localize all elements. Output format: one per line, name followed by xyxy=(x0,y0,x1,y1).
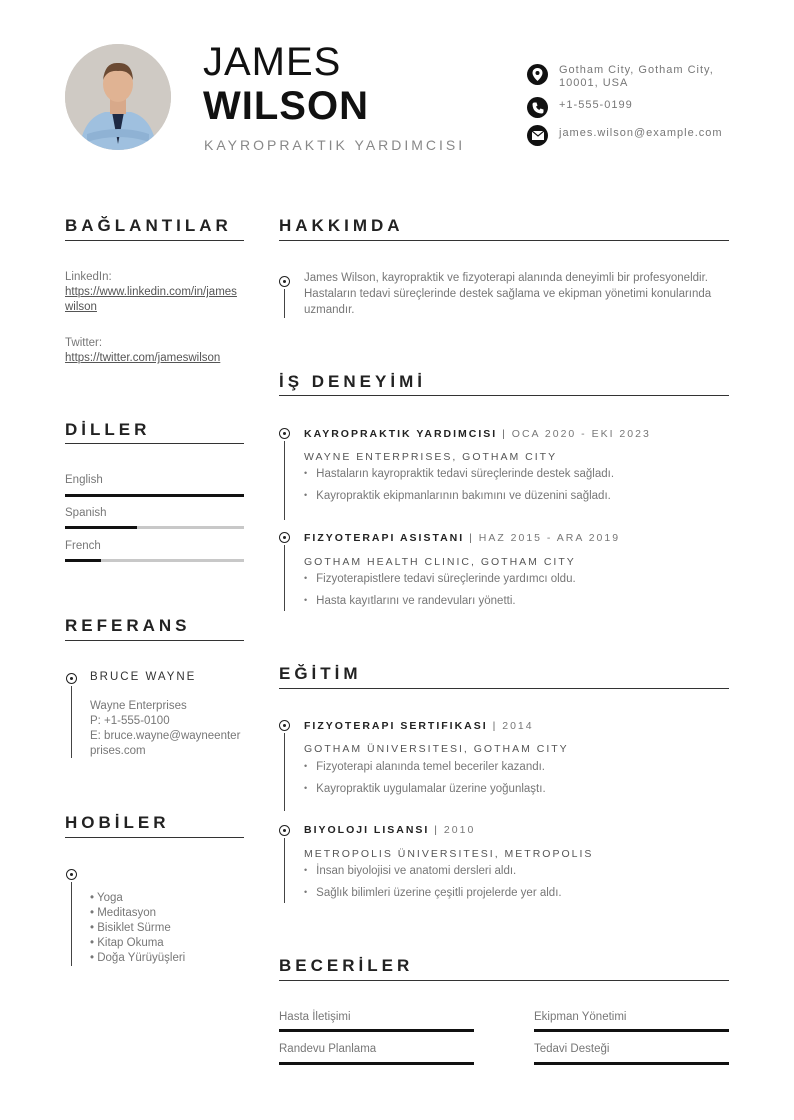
reference-email: E: bruce.wayne@wayneenterprises.com xyxy=(90,730,241,757)
education-title: EĞİTİM xyxy=(279,664,362,683)
education-heading xyxy=(304,720,534,732)
connections-title: BAĞLANTILAR xyxy=(65,216,232,235)
phone-text: +1-555-0199 xyxy=(559,99,633,111)
linkedin-label: LinkedIn: xyxy=(65,271,112,283)
contact-email xyxy=(527,125,739,146)
education-year: 2014 xyxy=(502,720,534,732)
skill-name: Tedavi Desteği xyxy=(534,1043,610,1055)
skill-bar xyxy=(534,1029,729,1032)
language-name: French xyxy=(65,540,101,552)
about-title: HAKKIMDA xyxy=(279,216,404,235)
hobby-item: • Kitap Okuma xyxy=(90,937,164,949)
first-name: JAMES xyxy=(203,40,342,84)
separator: | xyxy=(497,428,512,440)
experience-rule xyxy=(279,395,729,396)
reference-name: BRUCE WAYNE xyxy=(90,671,197,683)
job-heading xyxy=(304,428,651,440)
experience-title: İŞ DENEYİMİ xyxy=(279,372,426,391)
last-name: WILSON xyxy=(203,84,369,128)
reference-company: Wayne Enterprises xyxy=(90,700,187,712)
phone-icon xyxy=(527,97,548,118)
language-bar xyxy=(65,494,244,497)
timeline-dot xyxy=(279,825,290,836)
contact-phone xyxy=(527,97,739,118)
timeline-line xyxy=(284,733,285,811)
location-pin-icon xyxy=(527,64,548,85)
timeline-dot xyxy=(279,532,290,543)
skills-title: BECERİLER xyxy=(279,956,414,975)
about-rule xyxy=(279,240,729,241)
skill-name: Ekipman Yönetimi xyxy=(534,1011,627,1023)
timeline-dot xyxy=(66,869,77,880)
education-degree: BIYOLOJI LISANSI xyxy=(304,824,430,836)
job-company: GOTHAM HEALTH CLINIC, GOTHAM CITY xyxy=(304,556,576,568)
hobbies-title: HOBİLER xyxy=(65,813,170,832)
skill-name: Hasta İletişimi xyxy=(279,1011,351,1023)
job-bullet: • Hasta kayıtlarını ve randevuları yönetti. xyxy=(304,595,516,607)
education-school: GOTHAM ÜNIVERSITESI, GOTHAM CITY xyxy=(304,743,569,755)
email-text: james.wilson@example.com xyxy=(559,127,723,139)
twitter-link[interactable]: https://twitter.com/jameswilson xyxy=(65,352,221,364)
job-role: KAYROPRAKTIK YARDIMCISI xyxy=(304,428,498,440)
language-bar xyxy=(65,559,244,562)
job-heading xyxy=(304,532,620,544)
hobbies-rule xyxy=(65,837,244,838)
timeline-line xyxy=(71,882,72,966)
skill-bar xyxy=(534,1062,729,1065)
language-bar-fill xyxy=(65,494,244,497)
education-bullet: • Sağlık bilimleri üzerine çeşitli projelerde yer aldı. xyxy=(304,887,562,899)
timeline-line xyxy=(284,289,285,318)
job-company: WAYNE ENTERPRISES, GOTHAM CITY xyxy=(304,451,558,463)
skill-bar xyxy=(279,1062,474,1065)
timeline-dot xyxy=(279,720,290,731)
job-dates: OCA 2020 - EKI 2023 xyxy=(511,428,651,440)
about-text: James Wilson, kayropraktik ve fizyoterapi alanında deneyimli bir profesyoneldir. Hastaların tedavi süreçlerinde destek sağlama ve ekipman yönetimi konularında uzmandır. xyxy=(304,272,712,316)
job-role: FIZYOTERAPI ASISTANI xyxy=(304,532,465,544)
timeline-dot xyxy=(279,428,290,439)
timeline-line xyxy=(284,838,285,903)
address-text: Gotham City, Gotham City, 10001, USA xyxy=(559,64,714,89)
timeline-line xyxy=(71,686,72,758)
hobby-item: • Meditasyon xyxy=(90,907,157,919)
hobby-item: • Bisiklet Sürme xyxy=(90,922,171,934)
education-bullet: • Fizyoterapi alanında temel beceriler kazandı. xyxy=(304,761,545,773)
language-bar-fill xyxy=(65,526,137,529)
job-dates: HAZ 2015 - ARA 2019 xyxy=(478,532,621,544)
job-bullet: • Fizyoterapistlere tedavi süreçlerinde yardımcı oldu. xyxy=(304,573,576,585)
job-bullet: • Kayropraktik ekipmanlarının bakımını ve düzenini sağladı. xyxy=(304,490,611,502)
separator: | xyxy=(429,824,444,836)
languages-title: DİLLER xyxy=(65,420,151,439)
language-name: Spanish xyxy=(65,507,107,519)
education-heading xyxy=(304,824,475,836)
timeline-line xyxy=(284,545,285,611)
hobby-item: • Doğa Yürüyüşleri xyxy=(90,952,186,964)
connections-rule xyxy=(65,240,244,241)
language-bar xyxy=(65,526,244,529)
timeline-dot xyxy=(66,673,77,684)
linkedin-link[interactable]: https://www.linkedin.com/in/jameswilson xyxy=(65,286,237,313)
skills-rule xyxy=(279,980,729,981)
twitter-label: Twitter: xyxy=(65,337,103,349)
references-rule xyxy=(65,640,244,641)
references-title: REFERANS xyxy=(65,616,191,635)
skill-name: Randevu Planlama xyxy=(279,1043,377,1055)
skill-bar xyxy=(279,1029,474,1032)
language-name: English xyxy=(65,474,103,486)
contact-address xyxy=(527,64,739,90)
education-school: METROPOLIS ÜNIVERSITESI, METROPOLIS xyxy=(304,848,594,860)
education-year: 2010 xyxy=(443,824,476,836)
languages-rule xyxy=(65,443,244,444)
separator: | xyxy=(487,720,503,732)
timeline-line xyxy=(284,441,285,520)
separator: | xyxy=(464,532,479,544)
language-bar-fill xyxy=(65,559,101,562)
education-bullet: • İnsan biyolojisi ve anatomi dersleri aldı. xyxy=(304,865,516,877)
envelope-icon xyxy=(527,125,548,146)
education-rule xyxy=(279,688,729,689)
hobby-item: • Yoga xyxy=(90,892,123,904)
job-title: KAYROPRAKTIK YARDIMCISI xyxy=(204,137,466,153)
education-bullet: • Kayropraktik uygulamalar üzerine yoğunlaştı. xyxy=(304,783,546,795)
job-bullet: • Hastaların kayropraktik tedavi süreçlerinde destek sağladı. xyxy=(304,468,614,480)
timeline-dot xyxy=(279,276,290,287)
reference-phone: P: +1-555-0100 xyxy=(90,715,170,727)
education-degree: FIZYOTERAPI SERTIFIKASI xyxy=(304,720,488,732)
profile-photo xyxy=(65,44,171,150)
